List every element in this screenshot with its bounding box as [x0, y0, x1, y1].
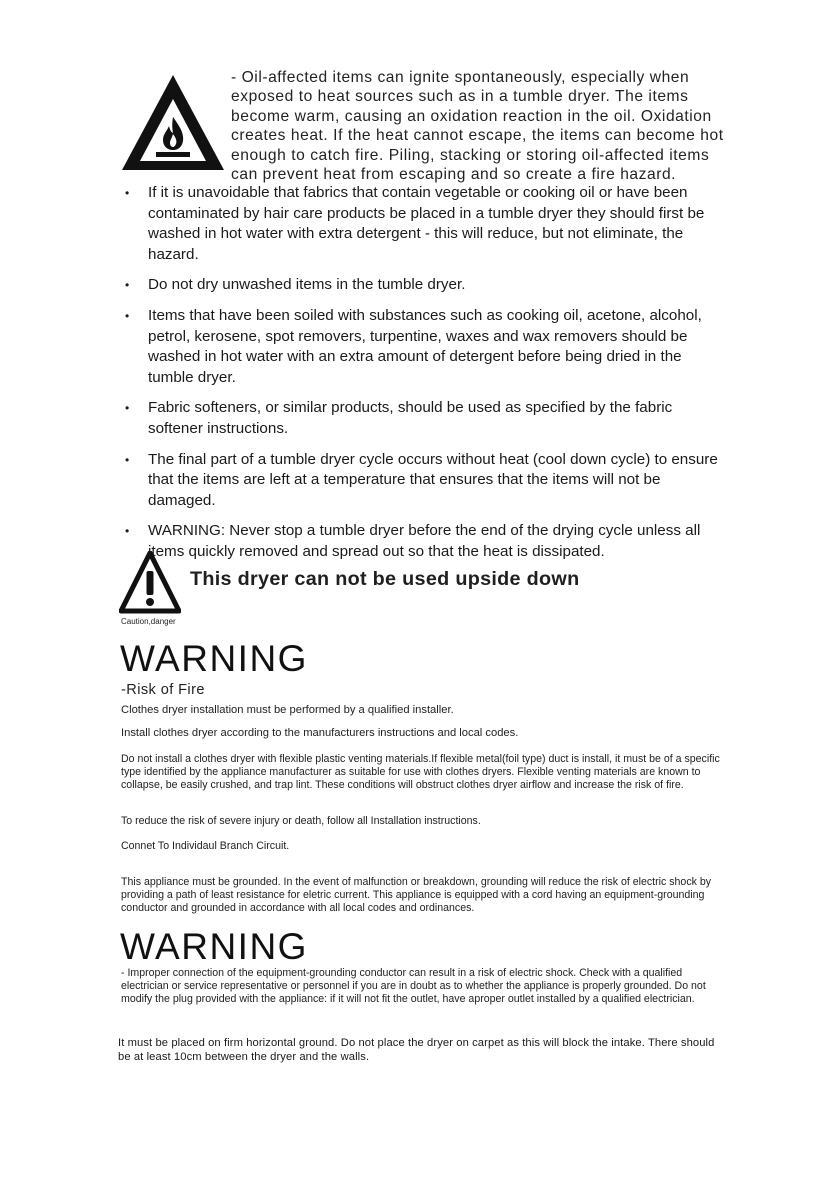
intro-line: enough to catch fire. Piling, stacking or storing oil-affected items — [231, 146, 710, 164]
bullet-dot: • — [125, 278, 130, 293]
warning-heading: WARNING — [120, 926, 308, 967]
intro-line: become warm, causing an oxidation reaction in the oil. Oxidation — [231, 107, 712, 125]
venting-materials-paragraph: Do not install a clothes dryer with flexible plastic venting materials.If flexible metal(foil type) duct is install, it must be of a specific type identified by the appliance manufacturer as suitable for use with clothes dryers. Flexible venting materials are known to collapse, be easily crushed, and trap lint. These conditions will obstruct clothes dryer airflow and increase the risk of fire. — [121, 753, 720, 792]
upside-down-notice: This dryer can not be used upside down — [190, 568, 580, 590]
branch-circuit-line: Connet To Individaul Branch Circuit. — [121, 840, 290, 852]
risk-of-fire-subtitle: -Risk of Fire — [121, 682, 205, 698]
bullet-dot: • — [125, 524, 130, 539]
bullet-dot: • — [125, 186, 130, 200]
intro-line: - Oil-affected items can ignite spontaneously, especially when — [231, 69, 690, 86]
bullet-text: Do not dry unwashed items in the tumble dryer. — [148, 276, 466, 294]
caution-label: Caution,danger — [121, 617, 176, 626]
placement-paragraph: It must be placed on firm horizontal ground. Do not place the dryer on carpet as this will block the intake. There should be at least 10cm between the dryer and the walls. — [118, 1037, 715, 1063]
caution-exclamation-icon — [119, 551, 181, 615]
intro-line: can prevent heat from escaping and so create a fire hazard. — [231, 166, 677, 184]
bullet-dot: • — [125, 452, 130, 467]
list-item — [119, 183, 729, 265]
local-codes-requirement: Install clothes dryer according to the manufacturers instructions and local codes. — [121, 727, 519, 739]
bullet-dot: • — [125, 308, 130, 323]
grounding-paragraph: This appliance must be grounded. In the event of malfunction or breakdown, grounding will reduce the risk of electric shock by providing a path of least resistance for eletric current. This appliance is equipped with a cord having an equipment-grounding conductor and grounded in accordance with all local codes and ordinances. — [121, 876, 712, 915]
list-item — [119, 306, 729, 388]
injury-risk-line: To reduce the risk of severe injury or death, follow all Installation instructions. — [121, 815, 481, 827]
intro-line: exposed to heat sources such as in a tumble dryer. The items — [231, 88, 689, 106]
list-item — [119, 521, 729, 562]
bullet-text: The final part of a tumble dryer cycle occurs without heat (cool down cycle) to ensure that the items are left at a temperature that ensures that the items will not be damaged. — [148, 450, 718, 509]
electric-shock-paragraph: - Improper connection of the equipment-grounding conductor can result in a risk of electric shock. Check with a qualified electrician or service representative or personnel if you are in doubt as to whether the appliance is properly grounded. Do not modify the plug provided with the appliance: if it will not fit the outlet, have aproper outlet installed by a qualified electrician. — [121, 967, 706, 1006]
bullet-text: Fabric softeners, or similar products, should be used as specified by the fabric softener instructions. — [148, 399, 673, 437]
bullet-text: Items that have been soiled with substances such as cooking oil, acetone, alcohol, petrol, kerosene, spot removers, turpentine, waxes and wax removers should be washed in hot water with an extra amount of detergent before being dried in the tumble dryer. — [148, 306, 702, 386]
list-item — [119, 398, 729, 439]
oil-hazard-intro — [231, 68, 726, 184]
list-item — [119, 450, 729, 512]
safety-bullet-list — [119, 183, 729, 573]
warning-heading: WARNING — [120, 638, 308, 679]
bullet-dot: • — [125, 401, 130, 416]
installer-requirement: Clothes dryer installation must be performed by a qualified installer. — [121, 704, 454, 716]
list-item — [119, 275, 729, 296]
bullet-text: If it is unavoidable that fabrics that contain vegetable or cooking oil or have been contaminated by hair care products be placed in a tumble dryer they should first be washed in hot water with extra detergent - this will reduce, but not eliminate, the hazard. — [148, 184, 705, 263]
intro-line: creates heat. If the heat cannot escape, the items can become hot — [231, 127, 724, 145]
bullet-text: WARNING: Never stop a tumble dryer before the end of the drying cycle unless all items quickly removed and spread out so that the heat is dissipated. — [148, 522, 701, 560]
fire-hazard-warning-icon — [120, 73, 226, 173]
